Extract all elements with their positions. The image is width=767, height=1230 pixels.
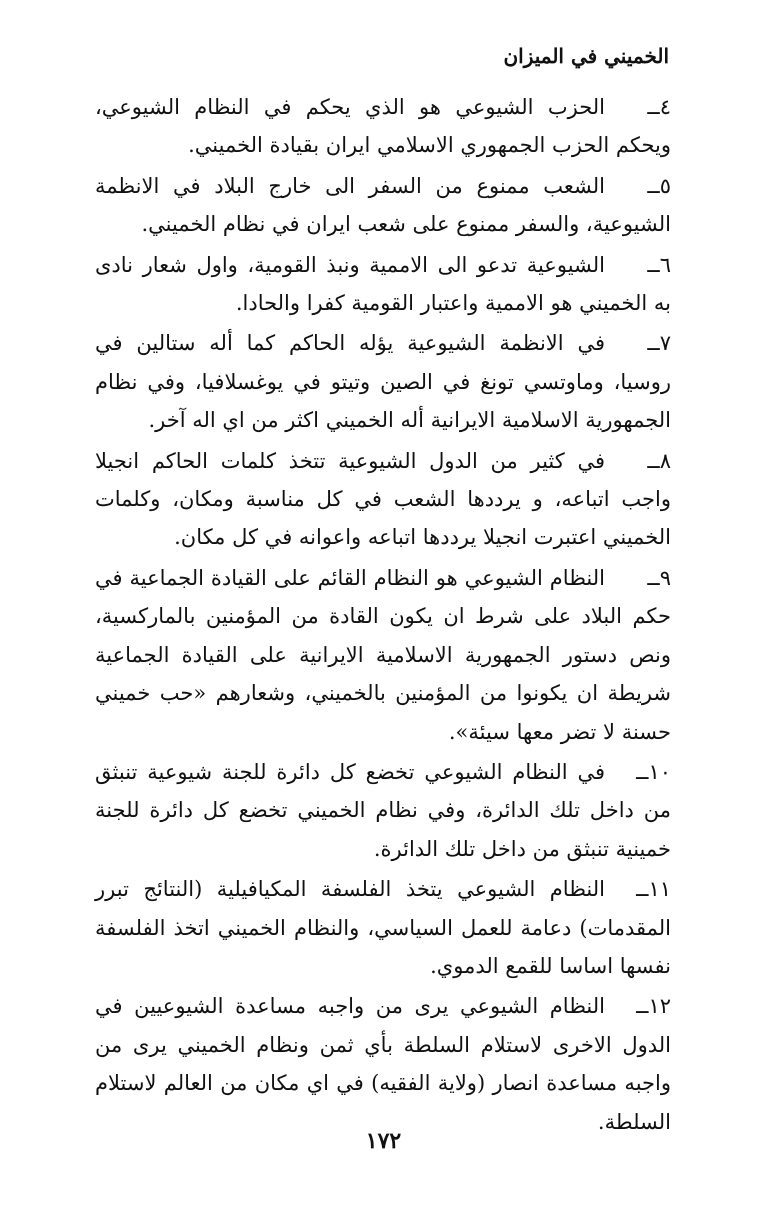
item-text: في النظام الشيوعي تخضع كل دائرة للجنة شيوعية تنبثق من داخل تلك الدائرة، وفي نظام الخميني تخضع كل دائرة للجنة خمينية تنبثق من داخل تلك الدائرة. <box>95 759 671 861</box>
list-item <box>95 88 671 165</box>
item-number: ٦ــ <box>647 252 671 277</box>
list-item <box>95 324 671 439</box>
item-number: ٨ــ <box>647 448 671 473</box>
item-text: في الانظمة الشيوعية يؤله الحاكم كما أله ستالين في روسيا، وماوتسي تونغ في الصين وتيتو في يوغسلافيا، وفي نظام الجمهورية الاسلامية الايرانية أله الخميني اكثر من اي اله آخر. <box>95 331 671 433</box>
item-text: الشيوعية تدعو الى الاممية ونبذ القومية، واول شعار نادى به الخميني هو الاممية واعتبار القومية كفرا والحادا. <box>95 252 671 316</box>
list-item <box>95 442 671 557</box>
item-number: ١٠ــ <box>636 759 671 784</box>
list-item <box>95 167 671 244</box>
item-number: ١٢ــ <box>636 994 671 1019</box>
list-item <box>95 246 671 323</box>
item-text: في كثير من الدول الشيوعية تتخذ كلمات الحاكم انجيلا واجب اتباعه، و يرددها الشعب في كل مناسبة ومكان، وكلمات الخميني اعتبرت انجيلا يرددها اتباعه واعوانه في كل مكان. <box>95 448 671 550</box>
item-number: ٥ــ <box>647 173 671 198</box>
page-number: ١٧٢ <box>365 1128 402 1154</box>
item-number: ١١ــ <box>636 877 671 902</box>
running-title: الخميني في الميزان <box>503 44 669 68</box>
item-text: الشعب ممنوع من السفر الى خارج البلاد في الانظمة الشيوعية، والسفر ممنوع على شعب ايران في نظام الخميني. <box>95 173 671 237</box>
item-text: النظام الشيوعي يرى من واجبه مساعدة الشيوعيين في الدول الاخرى لاستلام السلطة بأي ثمن ونظام الخميني يرى من واجبه مساعدة انصار (ولاية الفقيه) في اي مكان من العالم لاستلام السلطة. <box>95 994 671 1134</box>
item-text: النظام الشيوعي يتخذ الفلسفة المكيافيلية (النتائج تبرر المقدمات) دعامة للعمل السياسي، والنظام الخميني اتخذ الفلسفة نفسها اساسا للقمع الدموي. <box>95 877 671 978</box>
item-number: ٧ــ <box>647 331 671 356</box>
list-item <box>95 559 671 751</box>
numbered-list <box>95 88 671 1143</box>
item-text: الحزب الشيوعي هو الذي يحكم في النظام الشيوعي، ويحكم الحزب الجمهوري الاسلامي ايران بقيادة الخميني. <box>95 95 671 158</box>
item-number: ٩ــ <box>647 565 671 590</box>
list-item <box>95 753 671 868</box>
list-item <box>95 987 671 1141</box>
item-number: ٤ــ <box>647 95 671 119</box>
item-text: النظام الشيوعي هو النظام القائم على القيادة الجماعية في حكم البلاد على شرط ان يكون القادة من المؤمنين بالماركسية، ونص دستور الجمهورية الاسلامية الايرانية على القيادة الجماعية شريطة ان يكونوا من المؤمنين بالخميني، وشعارهم «حب خميني حسنة لا تضر معها سيئة». <box>95 565 671 744</box>
list-item <box>95 870 671 985</box>
